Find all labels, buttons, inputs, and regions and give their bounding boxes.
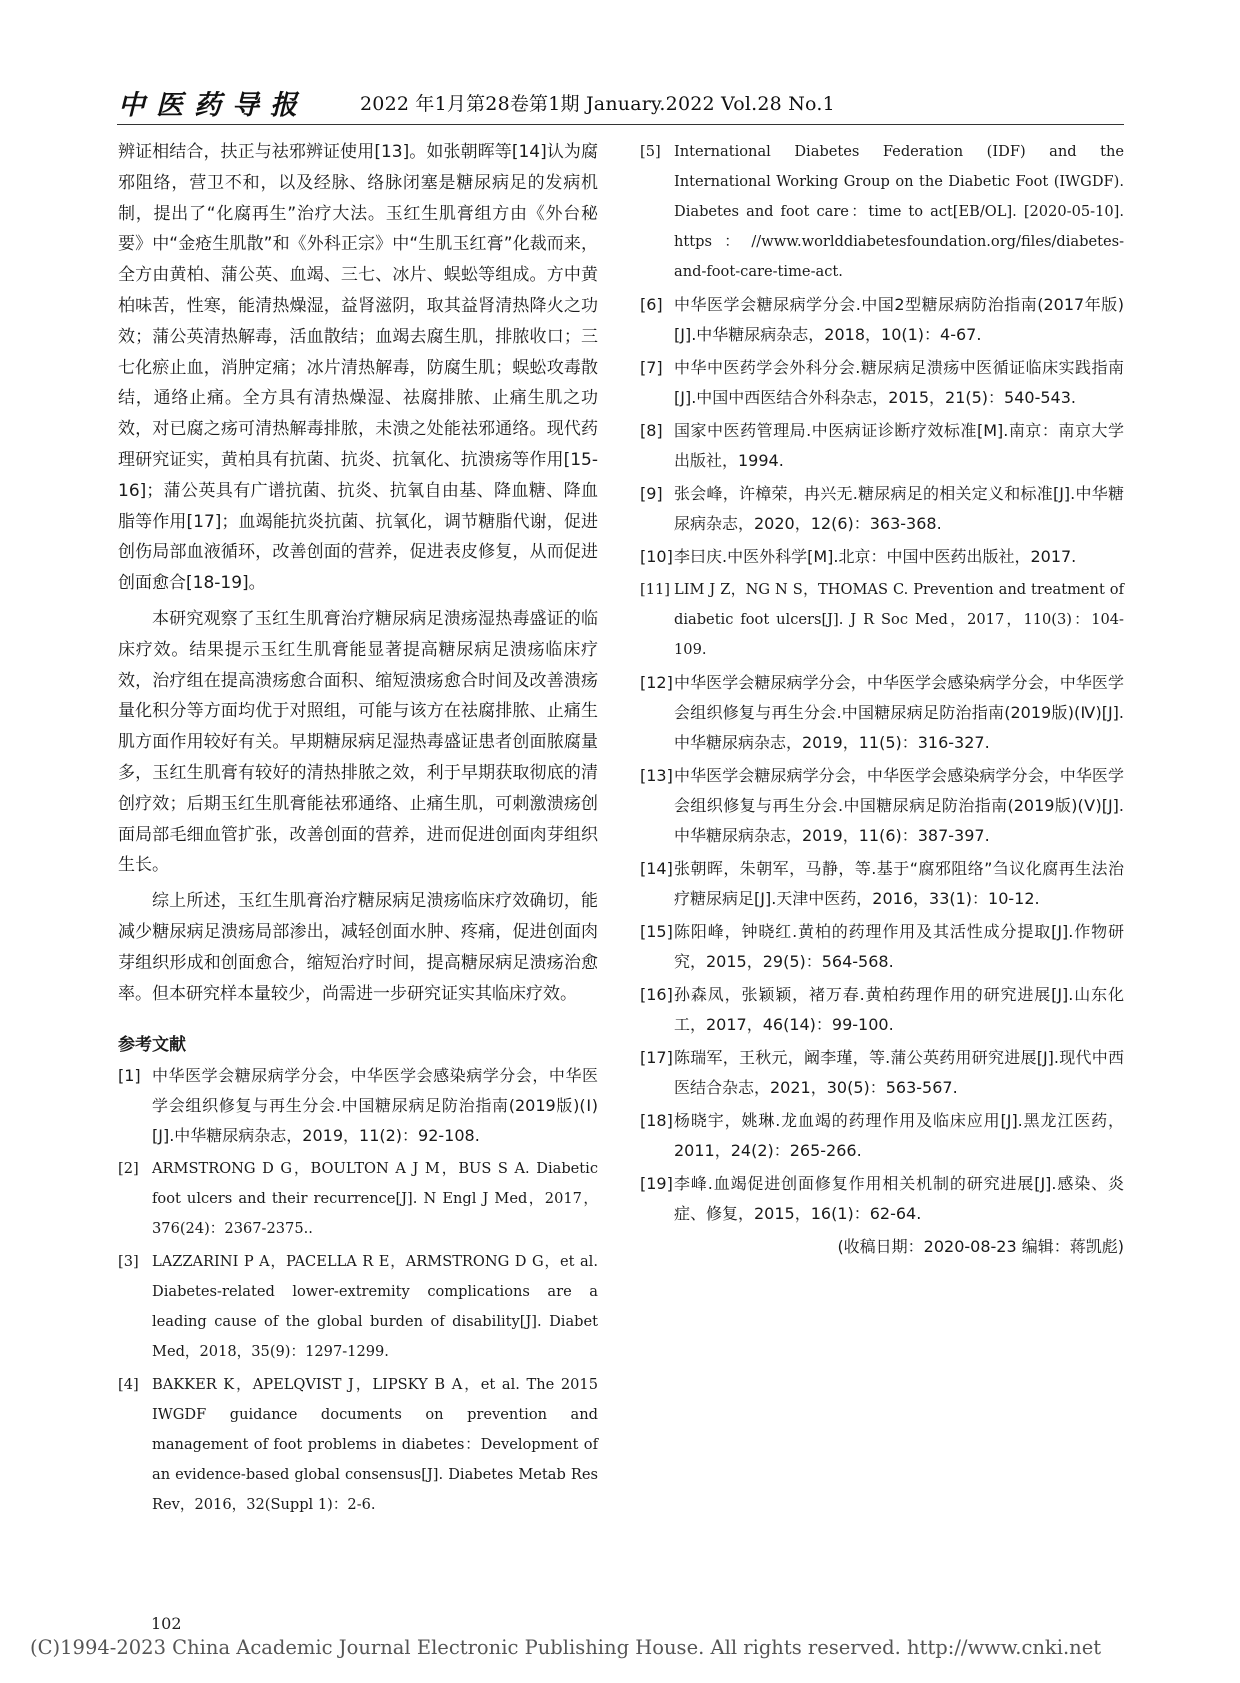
reference-item (640, 917, 1124, 977)
reference-number: [7] (640, 358, 663, 377)
reference-item (640, 290, 1124, 350)
reference-number: [1] (118, 1066, 141, 1086)
reference-text: 中华医学会糖尿病学分会，中华医学会感染病学分会，中华医学会组织修复与再生分会.中国糖尿病足防治指南(2019版)(Ⅳ)[J].中华糖尿病杂志，2019，11(5)：316-327. (674, 673, 1124, 752)
issue-line: 2022 年1月第28卷第1期 January.2022 Vol.28 No.1 (360, 92, 835, 115)
reference-number: [19] (640, 1174, 673, 1193)
reference-item (640, 1043, 1124, 1103)
reference-number: [6] (640, 295, 663, 314)
reference-number: [14] (640, 859, 673, 878)
reference-text: 张朝晖，朱朝军，马静，等.基于“腐邪阻络”刍议化腐再生法治疗糖尿病足[J].天津中医药，2016，33(1)：10-12. (674, 859, 1124, 908)
received-date-note: (收稿日期：2020-08-23 编辑：蒋凯彪) (837, 1237, 1124, 1256)
reference-text: 国家中医药管理局.中医病证诊断疗效标准[M].南京：南京大学出版社，1994. (674, 421, 1124, 470)
reference-text: LAZZARINI P A，PACELLA R E，ARMSTRONG D G，et al. Diabetes-related lower-extremity complications are a leading cause of the global burden of disability[J]. Diabet Med，2018，35(9)：1297-1299. (152, 1253, 598, 1361)
reference-item (640, 416, 1124, 476)
reference-number: [17] (640, 1048, 673, 1067)
reference-number: [4] (118, 1376, 139, 1394)
reference-text: International Diabetes Federation (IDF) and the International Working Group on the Diabetic Foot (IWGDF). Diabetes and foot care：time to act[EB/OL]. [2020-05-10]. https：//www.worlddiabetesfoundation.org/files/diabetes-and-foot-care-time-act. (674, 143, 1124, 280)
body-paragraph: 辨证相结合，扶正与祛邪辨证使用[13]。如张朝晖等[14]认为腐邪阻络，营卫不和，以及经脉、络脉闭塞是糖尿病足的发病机制，提出了“化腐再生”治疗大法。玉红生肌膏组方由《外台秘要》中“金疮生肌散”和《外科正宗》中“生肌玉红膏”化裁而来，全方由黄柏、蒲公英、血竭、三七、冰片、蜈蚣等组成。方中黄柏味苦，性寒，能清热燥湿，益肾滋阴，取其益肾清热降火之功效；蒲公英清热解毒，活血散结；血竭去腐生肌，排脓收口；三七化瘀止血，消肿定痛；冰片清热解毒，防腐生肌；蜈蚣攻毒散结，通络止痛。全方具有清热燥湿、祛腐排脓、止痛生肌之功效，对已腐之疡可清热解毒排脓，未溃之处能祛邪通络。现代药理研究证实，黄柏具有抗菌、抗炎、抗氧化、抗溃疡等作用[15-16]；蒲公英具有广谱抗菌、抗炎、抗氧自由基、降血糖、降血脂等作用[17]；血竭能抗炎抗菌、抗氧化，调节糖脂代谢，促进创伤局部血液循环，改善创面的营养，促进表皮修复，从而促进创面愈合[18-19]。 (118, 142, 598, 594)
header-rule (117, 124, 1124, 125)
reference-text: 杨晓宇，姚琳.龙血竭的药理作用及临床应用[J].黑龙江医药，2011，24(2)：265-266. (674, 1111, 1124, 1160)
reference-text: 中华医学会糖尿病学分会，中华医学会感染病学分会，中华医学会组织修复与再生分会.中国糖尿病足防治指南(2019版)(Ⅰ)[J].中华糖尿病杂志，2019，11(2)：92-108. (152, 1066, 598, 1146)
running-header (118, 82, 1118, 122)
reference-item (118, 1247, 598, 1367)
body-paragraph: 综上所述，玉红生肌膏治疗糖尿病足溃疡临床疗效确切，能减少糖尿病足溃疡局部渗出，减轻创面水肿、疼痛，促进创面肉芽组织形成和创面愈合，缩短治疗时间，提高糖尿病足溃疡治愈率。但本研究样本量较少，尚需进一步研究证实其临床疗效。 (118, 891, 598, 1004)
references-heading: 参考文献 (118, 1035, 186, 1056)
reference-item (640, 137, 1124, 287)
right-column (640, 137, 1124, 1261)
reference-text: 张会峰，许樟荣，冉兴无.糖尿病足的相关定义和标准[J].中华糖尿病杂志，2020，12(6)：363-368. (674, 484, 1124, 533)
reference-number: [18] (640, 1111, 673, 1130)
reference-item (640, 575, 1124, 665)
reference-text: 中华医学会糖尿病学分会，中华医学会感染病学分会，中华医学会组织修复与再生分会.中国糖尿病足防治指南(2019版)(Ⅴ)[J].中华糖尿病杂志，2019，11(6)：387-397. (674, 766, 1124, 845)
reference-item (640, 542, 1124, 572)
reference-number: [13] (640, 766, 673, 785)
reference-number: [12] (640, 673, 673, 692)
reference-text: 孙森凤，张颖颖，褚万春.黄柏药理作用的研究进展[J].山东化工，2017，46(14)：99-100. (674, 985, 1124, 1034)
reference-text: ARMSTRONG D G，BOULTON A J M，BUS S A. Diabetic foot ulcers and their recurrence[J]. N Engl J Med，2017，376(24)：2367-2375.. (152, 1160, 598, 1238)
reference-number: [2] (118, 1160, 139, 1178)
reference-text: LIM J Z，NG N S，THOMAS C. Prevention and treatment of diabetic foot ulcers[J]. J R Soc Med，2017，110(3)：104-109. (674, 581, 1124, 658)
left-column (118, 137, 598, 1523)
reference-item (118, 1154, 598, 1244)
reference-number: [8] (640, 421, 663, 440)
copyright-footer: (C)1994-2023 China Academic Journal Electronic Publishing House. All rights reserved. http://www.cnki.net (30, 1636, 1102, 1659)
reference-text: 中华医学会糖尿病学分会.中国2型糖尿病防治指南(2017年版)[J].中华糖尿病杂志，2018，10(1)：4-67. (674, 295, 1124, 344)
page-number: 102 (151, 1614, 182, 1633)
journal-name: 中医药导报 (118, 89, 308, 121)
body-paragraph: 本研究观察了玉红生肌膏治疗糖尿病足溃疡湿热毒盛证的临床疗效。结果提示玉红生肌膏能显著提高糖尿病足溃疡临床疗效，治疗组在提高溃疡愈合面积、缩短溃疡愈合时间及改善溃疡量化积分等方面均优于对照组，可能与该方在祛腐排脓、止痛生肌方面作用较好有关。早期糖尿病足湿热毒盛证患者创面脓腐量多，玉红生肌膏有较好的清热排脓之效，利于早期获取彻底的清创疗效；后期玉红生肌膏能祛邪通络、止痛生肌，可刺激溃疡创面局部毛细血管扩张，改善创面的营养，进而促进创面肉芽组织生长。 (118, 608, 598, 876)
reference-item (640, 980, 1124, 1040)
reference-number: [16] (640, 985, 673, 1004)
reference-text: 中华中医药学会外科分会.糖尿病足溃疡中医循证临床实践指南[J].中国中西医结合外科杂志，2015，21(5)：540-543. (674, 358, 1124, 407)
reference-number: [5] (640, 143, 661, 160)
reference-number: [3] (118, 1253, 139, 1271)
reference-item (640, 1169, 1124, 1229)
reference-number: [10] (640, 547, 673, 566)
reference-text: 李曰庆.中医外科学[M].北京：中国中医药出版社，2017. (674, 547, 1077, 566)
reference-number: [11] (640, 581, 670, 598)
reference-number: [9] (640, 484, 663, 503)
reference-item (640, 761, 1124, 851)
reference-text: BAKKER K，APELQVIST J，LIPSKY B A，et al. The 2015 IWGDF guidance documents on prevention and management of foot problems in diabetes：Development of an evidence-based global consensus[J]. Diabetes Metab Res Rev，2016，32(Suppl 1)：2-6. (152, 1376, 598, 1514)
reference-item (640, 668, 1124, 758)
reference-item (118, 1061, 598, 1151)
reference-text: 李峰.血竭促进创面修复作用相关机制的研究进展[J].感染、炎症、修复，2015，16(1)：62-64. (674, 1174, 1124, 1223)
reference-item (640, 479, 1124, 539)
reference-item (640, 1106, 1124, 1166)
reference-item (118, 1370, 598, 1520)
reference-text: 陈阳峰，钟晓红.黄柏的药理作用及其活性成分提取[J].作物研究，2015，29(5)：564-568. (674, 922, 1124, 971)
reference-item (640, 854, 1124, 914)
reference-item (640, 353, 1124, 413)
reference-number: [15] (640, 922, 673, 941)
reference-text: 陈瑞军，王秋元，阚李瑾，等.蒲公英药用研究进展[J].现代中西医结合杂志，2021，30(5)：563-567. (674, 1048, 1124, 1097)
